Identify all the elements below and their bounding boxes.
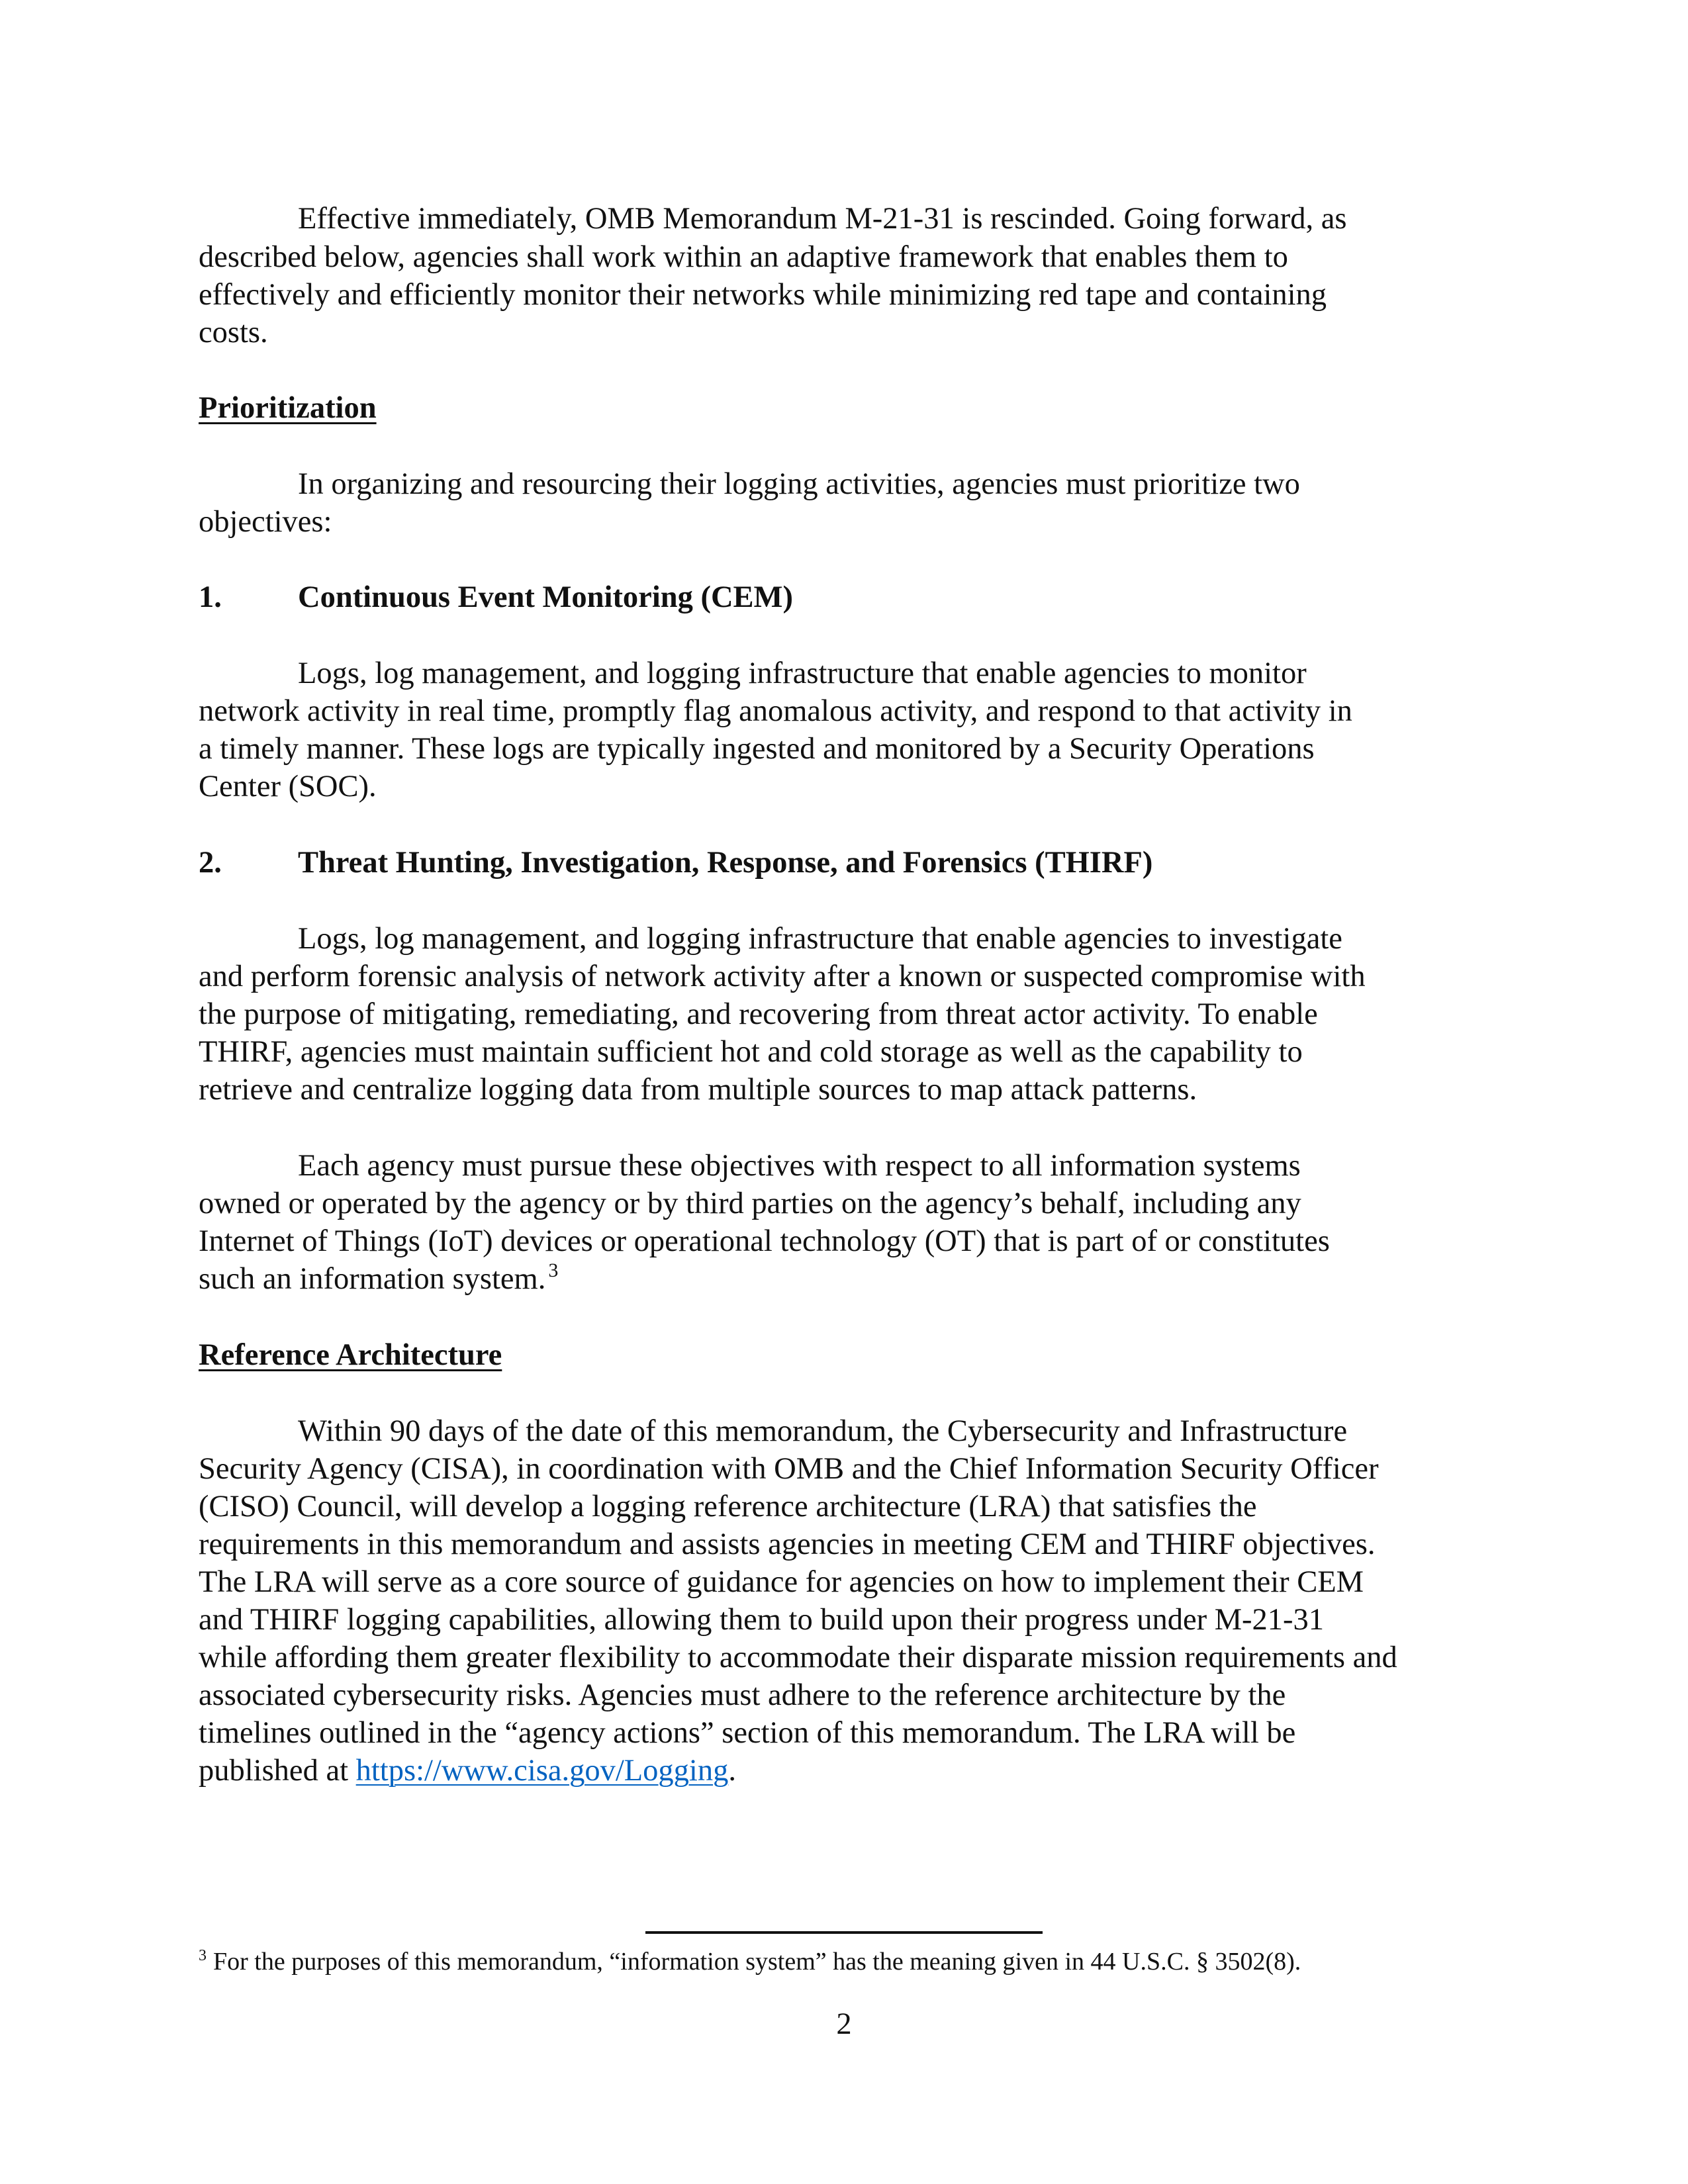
footnote-text: For the purposes of this memorandum, “information system” has the meaning given in 44 U.S.C. § 3502(8). xyxy=(213,1948,1301,1976)
objective-2-line-4: THIRF, agencies must maintain sufficient hot and cold storage as well as the capability to xyxy=(199,1035,1303,1069)
objective-2-line-2: and perform forensic analysis of network activity after a known or suspected compromise with xyxy=(199,960,1366,993)
scope-line-4-text: such an information system. xyxy=(199,1262,546,1296)
lra-line-7: while affording them greater flexibility to accommodate their disparate mission requirements and xyxy=(199,1641,1397,1674)
scope-line-2: owned or operated by the agency or by third parties on the agency’s behalf, including any xyxy=(199,1187,1301,1220)
lra-line-2: Security Agency (CISA), in coordination with OMB and the Chief Information Security Officer xyxy=(199,1452,1379,1486)
intro-line-3: effectively and efficiently monitor their networks while minimizing red tape and containing xyxy=(199,278,1327,312)
footnote-marker: 3 xyxy=(199,1947,207,1964)
lra-line-3: (CISO) Council, will develop a logging reference architecture (LRA) that satisfies the xyxy=(199,1490,1257,1524)
lra-line-6: and THIRF logging capabilities, allowing them to build upon their progress under M-21-31 xyxy=(199,1603,1325,1637)
objective-2-number: 2. xyxy=(199,846,222,880)
lra-line-10-suffix: . xyxy=(728,1754,736,1788)
cisa-logging-link[interactable]: https://www.cisa.gov/Logging xyxy=(355,1754,729,1788)
objective-1-line-2: network activity in real time, promptly flag anomalous activity, and respond to that activity in xyxy=(199,694,1352,728)
lra-line-10-prefix: published at xyxy=(199,1754,356,1788)
objective-2-line-5: retrieve and centralize logging data from multiple sources to map attack patterns. xyxy=(199,1073,1197,1107)
lra-line-9: timelines outlined in the “agency actions” section of this memorandum. The LRA will be xyxy=(199,1716,1296,1750)
scope-line-1: Each agency must pursue these objectives with respect to all information systems xyxy=(298,1149,1301,1183)
objective-2-line-1: Logs, log management, and logging infrastructure that enable agencies to investigate xyxy=(298,922,1342,956)
objective-1-line-3: a timely manner. These logs are typically ingested and monitored by a Security Operations xyxy=(199,732,1315,766)
objective-1-title: Continuous Event Monitoring (CEM) xyxy=(298,580,793,614)
prioritization-line-2: objectives: xyxy=(199,505,332,539)
scope-line-3: Internet of Things (IoT) devices or operational technology (OT) that is part of or constitutes xyxy=(199,1224,1330,1258)
objective-2-title: Threat Hunting, Investigation, Response, and Forensics (THIRF) xyxy=(298,846,1153,880)
lra-line-5: The LRA will serve as a core source of guidance for agencies on how to implement their CEM xyxy=(199,1565,1364,1599)
prioritization-line-1: In organizing and resourcing their logging activities, agencies must prioritize two xyxy=(298,467,1300,501)
reference-architecture-heading: Reference Architecture xyxy=(199,1338,502,1372)
objective-1-number: 1. xyxy=(199,580,222,614)
footnote-reference[interactable]: 3 xyxy=(548,1259,559,1281)
footnote-separator xyxy=(645,1931,1043,1934)
prioritization-heading: Prioritization xyxy=(199,391,377,425)
scope-line-4 xyxy=(199,1260,558,1298)
lra-line-8: associated cybersecurity risks. Agencies must adhere to the reference architecture by the xyxy=(199,1678,1286,1712)
page-number: 2 xyxy=(836,2007,852,2041)
footnote xyxy=(199,1946,1301,1978)
intro-line-1: Effective immediately, OMB Memorandum M-21-31 is rescinded. Going forward, as xyxy=(298,202,1347,236)
lra-line-10 xyxy=(199,1752,736,1790)
intro-line-2: described below, agencies shall work within an adaptive framework that enables them to xyxy=(199,240,1288,274)
lra-line-4: requirements in this memorandum and assists agencies in meeting CEM and THIRF objectives. xyxy=(199,1527,1376,1561)
lra-line-1: Within 90 days of the date of this memorandum, the Cybersecurity and Infrastructure xyxy=(298,1414,1348,1448)
objective-1-line-4: Center (SOC). xyxy=(199,770,377,803)
objective-1-line-1: Logs, log management, and logging infrastructure that enable agencies to monitor xyxy=(298,657,1307,690)
intro-line-4: costs. xyxy=(199,316,268,349)
objective-2-line-3: the purpose of mitigating, remediating, and recovering from threat actor activity. To enable xyxy=(199,997,1318,1031)
